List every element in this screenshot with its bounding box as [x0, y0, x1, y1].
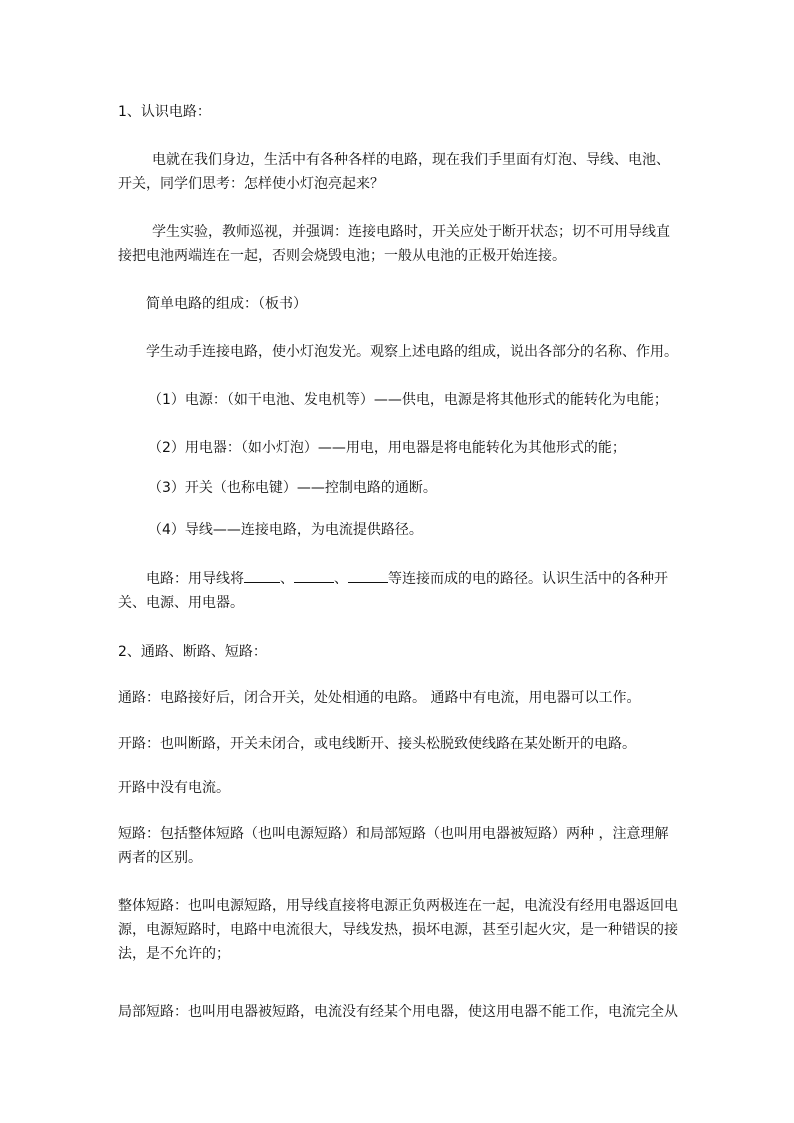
component-item-appliance: （2）用电器：（如小灯泡）——用电，用电器是将电能转化为其他形式的能； — [148, 440, 626, 456]
circuit-definition — [118, 566, 678, 615]
activity-paragraph: 学生动手连接电路，使小灯泡发光。观察上述电路的组成，说出各部分的名称、作用。 — [146, 344, 678, 360]
definition-suffix: 等连接而成的电的路径。认识生活中的各种开关、电源、用电器。 — [118, 571, 668, 611]
whole-short-circuit-paragraph: 整体短路：也叫电源短路，用导线直接将电源正负两极连在一起，电流没有经用电器返回电源，电源短路时，电路中电流很大，导线发热，损坏电源，甚至引起火灾，是一种错误的接法，是不允许的； — [118, 898, 678, 962]
intro-paragraph: 电就在我们身边，生活中有各种各样的电路，现在我们手里面有灯泡、导线、电池、开关，同学们思考：怎样使小灯泡亮起来？ — [118, 152, 670, 192]
open-circuit-paragraph: 开路：也叫断路，开关未闭合，或电线断开、接头松脱致使线路在某处断开的电路。 — [118, 736, 636, 752]
partial-short-circuit-paragraph: 局部短路：也叫用电器被短路，电流没有经某个用电器，使这用电器不能工作，电流完全从 — [118, 1004, 678, 1020]
fill-blank-2[interactable] — [294, 566, 334, 583]
experiment-paragraph: 学生实验，教师巡视，并强调：连接电路时，开关应处于断开状态；切不可用导线直接把电池两端连在一起，否则会烧毁电池；一般从电池的正极开始连接。 — [118, 224, 670, 264]
section-1-heading: 1、认识电路： — [118, 104, 211, 120]
open-circuit-note: 开路中没有电流。 — [118, 780, 230, 796]
closed-circuit-paragraph: 通路：电路接好后，闭合开关，处处相通的电路。 通路中有电流，用电器可以工作。 — [118, 690, 641, 706]
short-circuit-paragraph: 短路：包括整体短路（也叫电源短路）和局部短路（也叫用电器被短路）两种 ，注意理解两者的区别。 — [118, 826, 669, 866]
fill-blank-3[interactable] — [348, 566, 388, 583]
definition-separator-1: 、 — [280, 571, 294, 587]
component-item-switch: （3）开关（也称电键）——控制电路的通断。 — [148, 480, 437, 496]
component-item-power: （1）电源：（如干电池、发电机等）——供电，电源是将其他形式的能转化为电能； — [148, 392, 668, 408]
composition-title: 简单电路的组成：（板书） — [146, 296, 307, 312]
fill-blank-1[interactable] — [244, 566, 280, 583]
section-2-heading: 2、通路、断路、短路： — [118, 644, 267, 660]
definition-prefix: 电路：用导线将 — [146, 571, 244, 587]
component-item-wire: （4）导线——连接电路，为电流提供路径。 — [148, 522, 423, 538]
definition-separator-2: 、 — [334, 571, 348, 587]
